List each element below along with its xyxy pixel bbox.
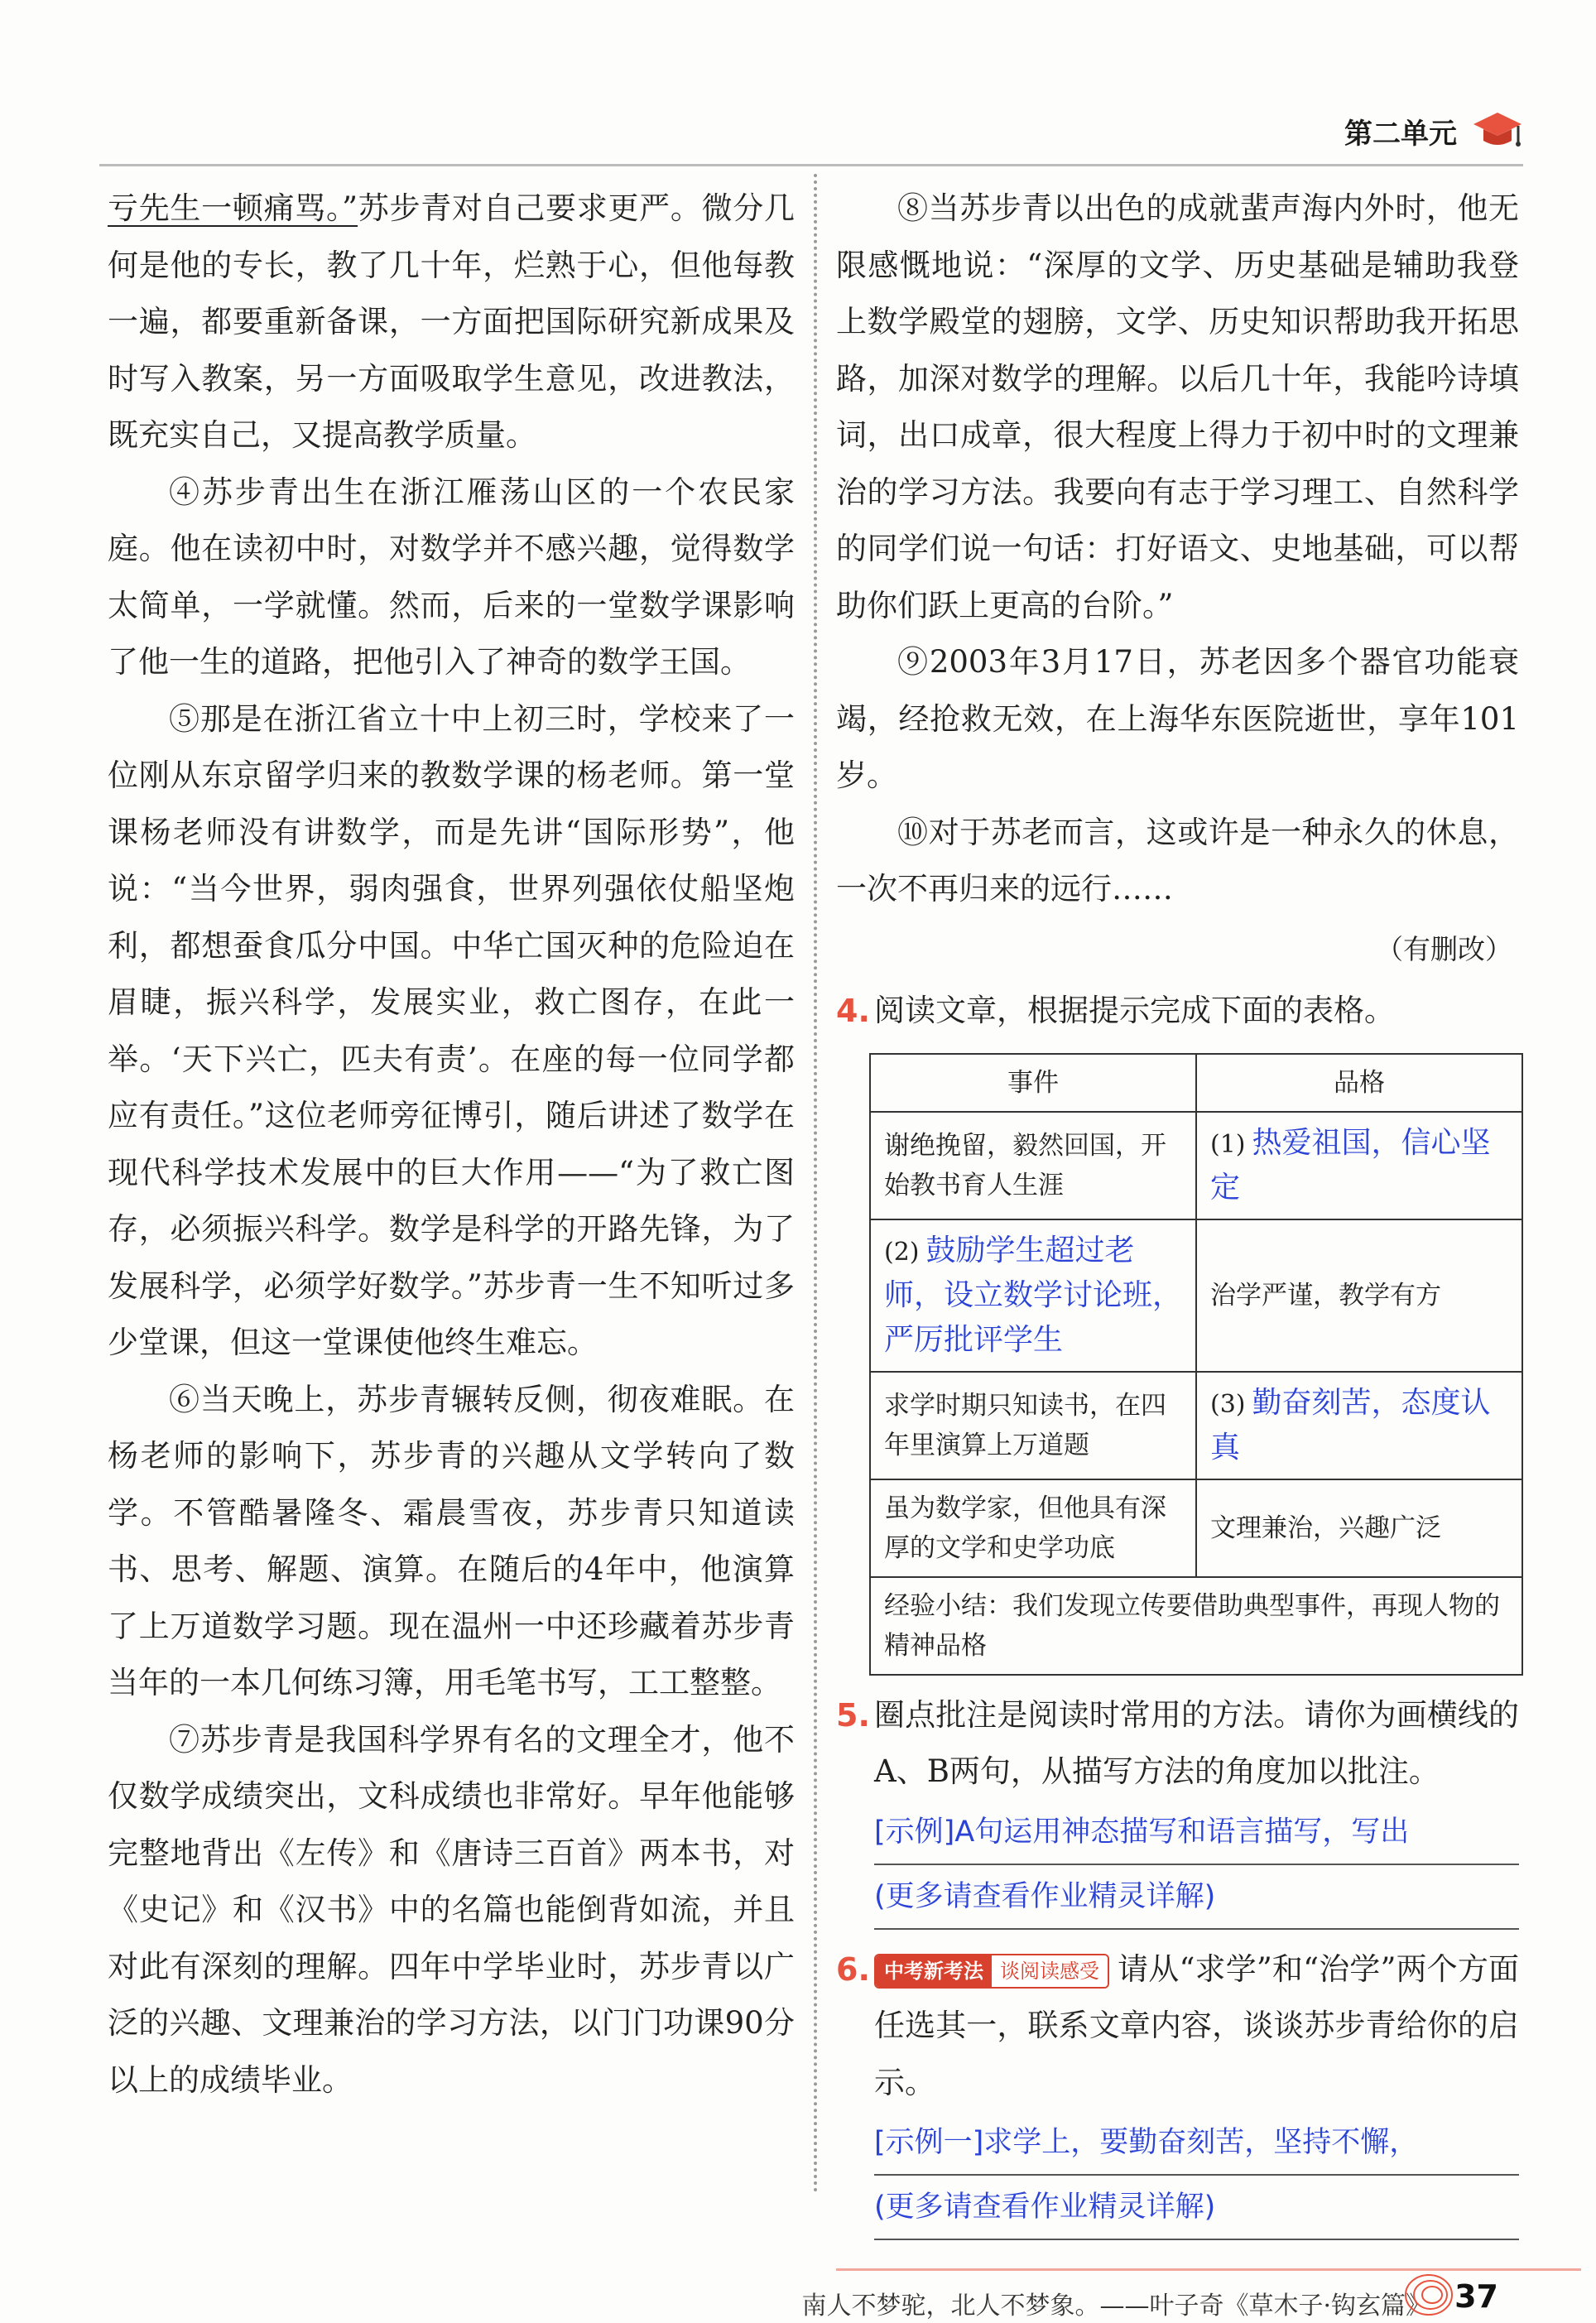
swirl-decoration-icon — [1402, 2270, 1455, 2320]
paragraph-8: ⑧当苏步青以出色的成就蜚声海内外时，他无限感慨地说：“深厚的文学、历史基础是辅助我登上数学殿堂的翅膀，文学、历史知识帮助我开拓思路，加深对数学的理解。以后几十年，我能吟诗填词，出口成章，很大程度上得力于初中时的文理兼治的学习方法。我要向有志于学习理工、自然科学的同学们说一句话：打好语文、史地基础，可以帮助你们跃上更高的台阶。” — [836, 190, 1519, 623]
paragraph-10: ⑩对于苏老而言，这或许是一种永久的休息，一次不再归来的远行…… — [836, 814, 1519, 907]
event-cell: 谢绝挽留，毅然回国，开始教书育人生涯 — [870, 1112, 1196, 1219]
question-prompt: 阅读文章，根据提示完成下面的表格。 — [874, 993, 1395, 1028]
footer-rule — [836, 2268, 1581, 2271]
handwritten-answer: 勤奋刻苦，态度认真 — [1210, 1385, 1491, 1464]
table-header: 事件 — [870, 1054, 1196, 1112]
paragraph-5: ⑤那是在浙江省立十中上初三时，学校来了一位刚从东京留学归来的教数学课的杨老师。第一堂课杨老师没有讲数学，而是先讲“国际形势”，他说：“当今世界，弱肉强食，世界列强依仗船坚炮利，都想蚕食瓜分中国。中华亡国灭种的危险迫在眉睫，振兴科学，发展实业，救亡图存，在此一举。‘天下兴亡，匹夫有责’。在座的每一位同学都应有责任。”这位老师旁征博引，随后讲述了数学在现代科学技术发展中的巨大作用——“为了救亡图存，必须振兴科学。数学是科学的开路先锋，为了发展科学，必须学好数学。”苏步青一生不知听过多少堂课，但这一堂课使他终生难忘。 — [108, 700, 795, 1360]
trait-cell[interactable]: (3) 勤奋刻苦，态度认真 — [1196, 1372, 1522, 1479]
column-divider — [814, 174, 817, 2194]
question-number: 5. — [836, 1696, 870, 1734]
left-column — [108, 180, 795, 2109]
trait-cell: 文理兼治，兴趣广泛 — [1196, 1479, 1522, 1577]
table-row — [870, 1372, 1522, 1479]
unit-label: 第二单元 — [1344, 117, 1457, 151]
answer-line[interactable]: (更多请查看作业精灵详解) — [874, 2176, 1519, 2240]
answer-line[interactable]: (更多请查看作业精灵详解) — [874, 1865, 1519, 1930]
paragraph-3-end: 亏先生一顿痛骂。”苏步青对自己要求更严。微分几何是他的专长，教了几十年，烂熟于心，但他每教一遍，都要重新备课，一方面把国际研究新成果及时写入教案，另一方面吸取学生意见，改进教法，既充实自己，又提高教学质量。 — [108, 190, 796, 453]
question-number: 6. — [836, 1950, 870, 1988]
handwritten-answer: 鼓励学生超过老师，设立数学讨论班，严厉批评学生 — [884, 1233, 1183, 1357]
source-credit: （有删改） — [1376, 932, 1512, 965]
table-row — [870, 1219, 1522, 1372]
question-4 — [836, 983, 1519, 1040]
question-5 — [836, 1687, 1519, 1930]
summary-cell: 经验小结：我们发现立传要借助典型事件，再现人物的精神品格 — [870, 1577, 1522, 1675]
graduation-cap-icon — [1472, 109, 1523, 152]
table-header: 品格 — [1196, 1054, 1522, 1112]
page-header — [1344, 109, 1523, 152]
trait-cell[interactable]: (1) 热爱祖国，信心坚定 — [1196, 1112, 1522, 1219]
paragraph-6: ⑥当天晚上，苏步青辗转反侧，彻夜难眠。在杨老师的影响下，苏步青的兴趣从文学转向了数学。不管酷暑隆冬、霜晨雪夜，苏步青只知道读书、思考、解题、演算。在随后的4年中，他演算了上万道数学习题。现在温州一中还珍藏着苏步青当年的一本几何练习簿，用毛笔书写，工工整整。 — [108, 1381, 795, 1700]
footer-quote: 南人不梦驼，北人不梦象。——叶子奇《草木子·钩玄篇》 — [801, 2292, 1430, 2321]
question-6 — [836, 1941, 1519, 2241]
question-prompt: 圈点批注是阅读时常用的方法。请你为画横线的A、B两句，从描写方法的角度加以批注。 — [874, 1696, 1519, 1789]
table-row — [870, 1479, 1522, 1577]
table-row — [870, 1577, 1522, 1675]
event-trait-table — [869, 1053, 1523, 1676]
question-prompt: 请从“求学”和“治学”两个方面任选其一，联系文章内容，谈谈苏步青给你的启示。 — [874, 1950, 1519, 2100]
trait-cell: 治学严谨，教学有方 — [1196, 1219, 1522, 1372]
answer-line[interactable]: [示例一]求学上，要勤奋刻苦，坚持不懈， — [874, 2111, 1519, 2176]
header-rule — [99, 164, 1523, 166]
question-number: 4. — [836, 993, 870, 1029]
table-row — [870, 1112, 1522, 1219]
exam-badge: 中考新考法 谈阅读感受 — [874, 1954, 1109, 1989]
right-column — [836, 180, 1519, 2240]
answer-line[interactable]: [示例]A句运用神态描写和语言描写，写出 — [874, 1801, 1519, 1865]
page-number: 37 — [1454, 2278, 1498, 2315]
underlined-sentence: 亏先生一顿痛骂。” — [108, 190, 358, 226]
paragraph-9: ⑨2003年3月17日，苏老因多个器官功能衰竭，经抢救无效，在上海华东医院逝世，享年101岁。 — [836, 644, 1519, 793]
handwritten-answer: 热爱祖国，信心坚定 — [1210, 1125, 1491, 1205]
paragraph-7: ⑦苏步青是我国科学界有名的文理全才，他不仅数学成绩突出，文科成绩也非常好。早年他能够完整地背出《左传》和《唐诗三百首》两本书，对《史记》和《汉书》中的名篇也能倒背如流，并且对此有深刻的理解。四年中学毕业时，苏步青以广泛的兴趣、文理兼治的学习方法，以门门功课90分以上的成绩毕业。 — [108, 1721, 795, 2098]
event-cell: 虽为数学家，但他具有深厚的文学和史学功底 — [870, 1479, 1196, 1577]
paragraph-4: ④苏步青出生在浙江雁荡山区的一个农民家庭。他在读初中时，对数学并不感兴趣，觉得数学太简单，一学就懂。然而，后来的一堂数学课影响了他一生的道路，把他引入了神奇的数学王国。 — [108, 474, 795, 680]
event-cell[interactable]: (2) 鼓励学生超过老师，设立数学讨论班，严厉批评学生 — [870, 1219, 1196, 1372]
event-cell: 求学时期只知读书，在四年里演算上万道题 — [870, 1372, 1196, 1479]
